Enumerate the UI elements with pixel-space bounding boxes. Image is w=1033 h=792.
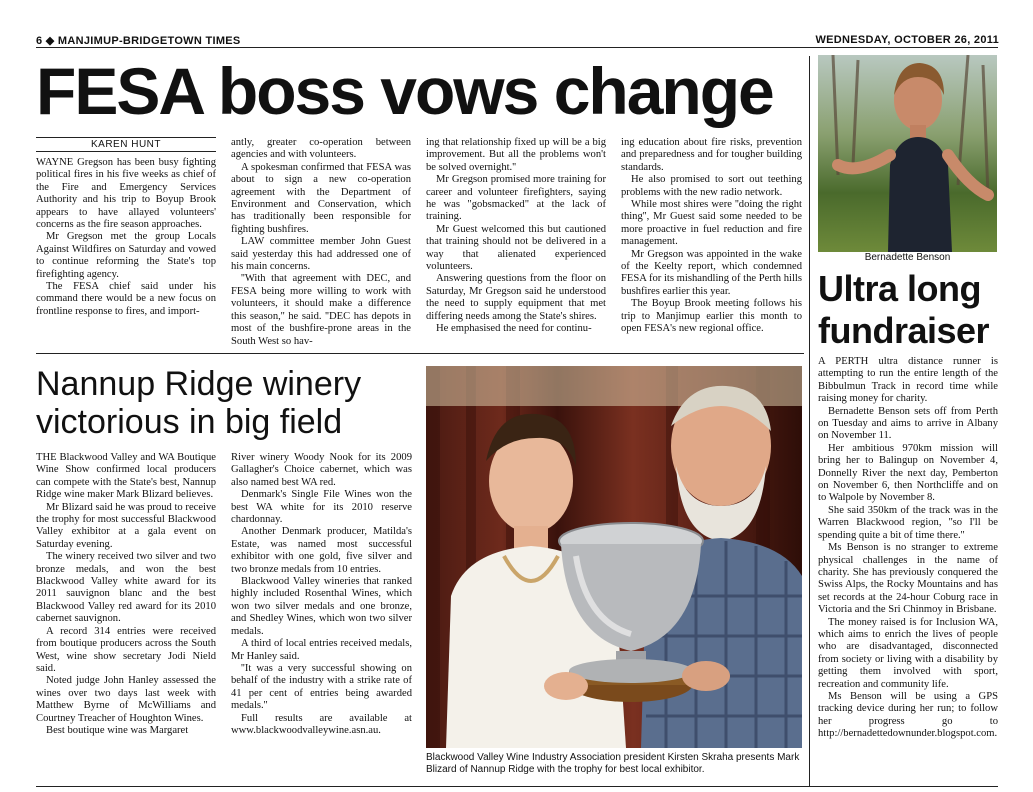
paragraph: Ms Benson is no stranger to extreme physical challenges in the name of charity. She has previously conquered the Swiss Alps, the Rocky Mountains and has set records at the 24-hour Coburg race in Victoria and the Sri Chinmoy in Brisbane.	[818, 542, 998, 616]
paragraph: Mr Blizard said he was proud to receive the trophy for most successful Blackwood Valley exhibitor at a gala event on Saturday evening.	[36, 501, 216, 550]
paragraph: Noted judge John Hanley assessed the wines over two days last week with Matthew Byrne of McWilliams and Courtney Treacher of Houghton Wines.	[36, 675, 216, 724]
bottom-rule	[36, 786, 998, 787]
paragraph: Mr Gregson met the group Locals Against Wildfires on Saturday and vowed to continue reforming the State's top firefighting agency.	[36, 231, 216, 280]
runner-photo-caption: Bernadette Benson	[864, 252, 951, 263]
paragraph: Answering questions from the floor on Saturday, Mr Gregson said he understood the need to supply equipment that met differing needs among the State's shires.	[426, 273, 606, 322]
paragraph: Bernadette Benson sets off from Perth on Tuesday and aims to arrive in Albany on November 11.	[818, 405, 998, 442]
paragraph: He emphasised the need for continu-	[436, 323, 592, 335]
paragraph: Denmark's Single File Wines won the best WA white for its 2010 reserve chardonnay.	[231, 489, 412, 526]
paragraph: The winery received two silver and two bronze medals, and won the best Blackwood Valley white award for its 2011 sauvignon blanc and the best Blackwood Valley red award for its 2010 cabernet sauvignon.	[36, 551, 216, 625]
paragraph: WAYNE Gregson has been busy fighting political fires in his five weeks as chief of the Fire and Emergency Services Authority and his trip to Boyup Brook appears to have allayed volunteers' concerns as the fire season approaches.	[36, 157, 216, 231]
paragraph: River winery Woody Nook for its 2009 Gallagher's Choice cabernet, which was also named best WA red.	[231, 452, 412, 488]
paragraph: ''With that agreement with DEC, and FESA being more willing to work with volunteers, it should make a difference this season,'' he said. ''DEC has depots in most of the bushfire-prone areas in the South West so hav-	[231, 273, 411, 347]
paragraph: A spokesman confirmed that FESA was about to sign a new co-operation agreement with the Department of Environment and Conservation, which has traditionally been responsible for fighting bushfires.	[231, 161, 411, 235]
paragraph: He also promised to sort out teething problems with the new radio network.	[621, 174, 802, 198]
runner-photo	[818, 55, 997, 252]
paragraph: Blackwood Valley wineries that ranked highly included Rosenthal Wines, which won two silver medals and one bronze, and Shedley Wines, which won two silver medals.	[231, 576, 412, 637]
story2-col1	[36, 452, 216, 782]
paragraph: She said 350km of the track was in the Warren Blackwood region, ''so I'll be spending quite a bit of time there.''	[818, 504, 998, 541]
paragraph: The money raised is for Inclusion WA, which aims to enrich the lives of people who are disadvantaged, disconnected from society or living with a disability by getting them involved with sport, recreation and community life.	[818, 616, 998, 690]
story1-col3	[426, 137, 606, 349]
paragraph: Ms Benson will be using a GPS tracking device during her run; to follow her progress go to http://bernadettedownunder.blogspot.com.	[818, 690, 998, 740]
paragraph: Mr Gregson was appointed in the wake of the Keelty report, which condemned FESA for its mishandling of the Perth hills bushfires earlier this year.	[621, 248, 802, 297]
winery-photo-illustration	[426, 366, 802, 748]
top-rule	[36, 47, 998, 48]
folio-right: WEDNESDAY, OCTOBER 26, 2011	[815, 34, 999, 46]
paragraph: ing that relationship fixed up will be a big improvement. But all the problems won't be solved overnight.''	[426, 137, 606, 173]
paragraph: The Boyup Brook meeting follows his trip to Manjimup earlier this month to open FESA's new regional office.	[621, 298, 802, 335]
paragraph: A PERTH ultra distance runner is attempting to run the entire length of the Bibbulmun Track in record time while raising money for charity.	[818, 356, 998, 405]
winery-photo	[426, 366, 802, 748]
paragraph: While most shires were ''doing the right thing'', Mr Guest said some needed to be more proactive in fuel reduction and fire management.	[621, 199, 802, 248]
folio-left: 6 ◆ MANJIMUP-BRIDGETOWN TIMES	[36, 35, 241, 47]
story1-col2	[231, 137, 411, 349]
story1-headline: FESA boss vows change	[36, 54, 773, 128]
story3-col	[818, 356, 998, 786]
winery-photo-caption: Blackwood Valley Wine Industry Association president Kirsten Skraha presents Mark Blizard of Nannup Ridge with the trophy for best local exhibitor.	[426, 752, 800, 775]
column-rule	[809, 56, 810, 786]
story1-col4	[621, 137, 802, 349]
story1-byline: KAREN HUNT	[36, 137, 216, 152]
paragraph: The FESA chief said under his command there would be a new focus on frontline response to fires, and import-	[36, 281, 216, 317]
paragraph: ing education about fire risks, prevention and preparedness and for tougher building standards.	[621, 137, 802, 173]
paragraph: Another Denmark producer, Matilda's Estate, was named most successful exhibitor with one gold, five silver and two bronze medals from 10 entries.	[231, 526, 412, 575]
paragraph: A record 314 entries were received from boutique producers across the South West, wine show secretary Jodi Nield said.	[36, 625, 216, 674]
paragraph: A third of local entries received medals, Mr Hanley said.	[231, 638, 412, 662]
story3-headline: Ultra long fundraiser	[818, 268, 990, 351]
paragraph: ''It was a very successful showing on behalf of the industry with a strike rate of 41 per cent of entries being awarded medals.''	[231, 662, 412, 712]
paragraph: Best boutique wine was Margaret	[46, 724, 189, 736]
paragraph: Mr Guest welcomed this but cautioned that training should not be delivered in a way that alienated experienced volunteers.	[426, 223, 606, 273]
paragraph: Mr Gregson promised more training for career and volunteer firefighters, saying he was "gobsmacked" at the lack of training.	[426, 174, 606, 223]
runner-photo-illustration	[818, 55, 997, 252]
paragraph: THE Blackwood Valley and WA Boutique Wine Show confirmed local producers can compete with the State's best, Nannup Ridge wine maker Mark Blizard believes.	[36, 452, 216, 501]
story2-headline: Nannup Ridge winery victorious in big field	[36, 365, 362, 441]
story-divider	[36, 353, 804, 354]
paragraph: Full results are available at www.blackwoodvalleywine.asn.au.	[231, 712, 412, 736]
paragraph: LAW committee member John Guest said yesterday this had addressed one of his main concerns.	[231, 236, 411, 273]
story2-col2	[231, 452, 412, 782]
paragraph: antly, greater co-operation between agencies and with volunteers.	[231, 137, 411, 161]
story1-col1	[36, 157, 216, 349]
paragraph: Her ambitious 970km mission will bring her to Balingup on November 4, Donnelly River the next day, Pemberton on November 6, then Northcliffe and on to Walpole by November 8.	[818, 442, 998, 504]
